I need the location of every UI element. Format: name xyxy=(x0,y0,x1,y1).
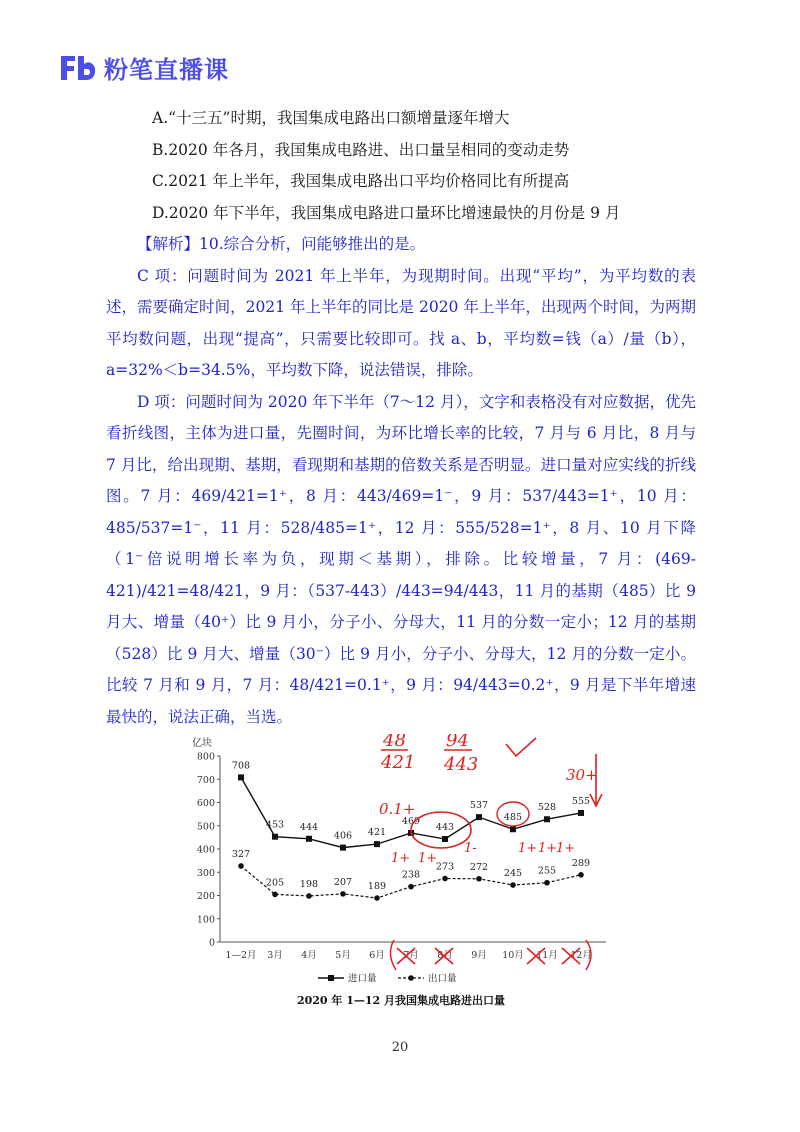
x-tick-label: 3月 xyxy=(267,950,283,961)
question-options xyxy=(152,103,620,229)
x-tick-label: 5月 xyxy=(335,950,351,961)
data-point-import xyxy=(476,814,482,820)
option-b: B.2020 年各月，我国集成电路进、出口量呈相同的变动走势 xyxy=(152,140,570,159)
option-c: C.2021 年上半年，我国集成电路出口平均价格同比有所提高 xyxy=(152,172,570,190)
data-label-export: 207 xyxy=(333,876,353,888)
y-tick-label: 200 xyxy=(196,891,215,902)
x-tick-label: 6月 xyxy=(369,950,385,961)
handwritten-annotation: 1- xyxy=(464,841,477,856)
analysis-option-d: D 项：问题时间为 2020 年下半年（7～12 月），文字和表格没有对应数据，优先看折线图，主体为进口量，先圈时间，为环比增长率的比较，7 月与 6 月比，8 月与 7 月比，给出现期、基期，看现期和基期的倍数关系是否明显。进口量对应实线的折线图。7 月：469/421=1⁺，8 月：443/469=1⁻，9 月：537/443=1⁺，10 月：485/537=1⁻，11 月：528/485=1⁺，12 月：555/528=1⁺，8 月、10 月下降（1⁻倍说明增长率为负，现期＜基期），排除。比较增量，7 月：(469-421)/421=48/421，9 月：（537-443）/443=94/443，11 月的基期（485）比 9 月大、增量（40⁺）比 9 月小，分子小、分母大，11 月的分数一定小；12 月的基期（528）比 9 月大、增量（30⁻）比 9 月小，分子小、分母大，12 月的分数一定小。比较 7 月和 9 月，7 月：48/421=0.1⁺，9 月：94/443=0.2⁺，9 月是下半年增速最快的，说法正确，当选。 xyxy=(106,392,697,726)
data-label-import: 528 xyxy=(537,802,557,814)
option-a: A.“十三五”时期，我国集成电路出口额增量逐年增大 xyxy=(152,109,510,127)
data-point-export xyxy=(476,876,482,882)
data-point-import xyxy=(272,834,278,840)
data-point-import xyxy=(238,774,244,780)
data-label-export: 255 xyxy=(537,865,557,877)
data-label-export: 189 xyxy=(367,881,387,893)
y-tick-label: 500 xyxy=(196,821,215,833)
analysis-section xyxy=(106,229,696,733)
data-point-export xyxy=(442,876,448,882)
data-point-export xyxy=(374,895,380,901)
handwritten-annotation: 94 xyxy=(446,734,469,751)
handwritten-annotation: 48 xyxy=(383,734,406,751)
y-tick-label: 800 xyxy=(196,751,215,763)
data-label-export: 272 xyxy=(469,861,489,873)
handwritten-annotation: 443 xyxy=(444,754,479,775)
x-tick-label: 4月 xyxy=(301,950,317,961)
data-point-import xyxy=(578,810,584,816)
legend-label-export: 出口量 xyxy=(428,973,457,985)
chart-title: 2020 年 1—12 月我国集成电路进出口量 xyxy=(296,994,506,1007)
handwritten-annotation: 30+ xyxy=(566,766,598,784)
data-label-export: 327 xyxy=(231,848,251,860)
data-label-import: 537 xyxy=(469,800,489,812)
data-point-export xyxy=(306,893,312,899)
y-tick-label: 0 xyxy=(208,937,215,949)
handwritten-annotation: 1+ xyxy=(518,841,538,856)
data-label-import: 708 xyxy=(231,760,251,772)
page-number: 20 xyxy=(391,1040,409,1055)
handwritten-annotation: 1+ xyxy=(418,851,438,866)
legend-marker-export xyxy=(408,975,414,981)
data-label-import: 444 xyxy=(299,821,319,833)
x-tick-label: 9月 xyxy=(471,950,487,961)
data-label-import: 453 xyxy=(265,819,285,831)
y-tick-label: 300 xyxy=(196,867,215,879)
x-tick-label: 8月 xyxy=(437,950,453,961)
data-point-export xyxy=(578,872,584,878)
data-point-import xyxy=(544,816,550,822)
data-point-import xyxy=(374,841,380,847)
data-point-import xyxy=(510,826,516,832)
data-label-import: 421 xyxy=(367,827,387,839)
y-tick-label: 400 xyxy=(196,844,215,856)
data-label-export: 205 xyxy=(265,877,285,889)
data-label-export: 238 xyxy=(401,869,421,881)
import-export-chart xyxy=(186,734,616,1014)
handwritten-annotation: 1+ xyxy=(538,841,558,856)
data-label-import: 485 xyxy=(503,812,523,824)
brand-logo xyxy=(58,50,229,85)
data-point-export xyxy=(510,882,516,888)
handwritten-annotation: 1+ xyxy=(556,841,576,856)
data-label-export: 198 xyxy=(299,878,319,890)
x-tick-label: 10月 xyxy=(502,950,524,961)
data-point-export xyxy=(340,891,346,897)
data-point-import xyxy=(306,836,312,842)
data-point-export xyxy=(272,892,278,898)
data-label-import: 555 xyxy=(571,795,591,807)
y-tick-label: 600 xyxy=(196,798,215,809)
brand-name: 粉笔直播课 xyxy=(104,56,229,84)
data-label-export: 273 xyxy=(435,861,455,873)
analysis-option-c: C 项：问题时间为 2021 年上半年，为现期时间。出现“平均”，为平均数的表述，需要确定时间，2021 年上半年的同比是 2020 年上半年，出现两个时间，为两期平均数问题，出现“提高”，只需要比较即可。找 a、b，平均数=钱（a）/量（b），a=32%＜b=34.5%，平均数下降，说法错误，排除。 xyxy=(106,266,696,379)
data-point-export xyxy=(408,884,414,890)
handwritten-check-mark xyxy=(506,738,536,756)
x-tick-label: 11月 xyxy=(536,950,558,961)
data-label-import: 406 xyxy=(333,830,353,842)
data-point-export xyxy=(238,863,244,869)
handwritten-annotation: 0.1+ xyxy=(379,800,416,818)
handwritten-bracket xyxy=(390,940,396,970)
handwritten-annotation: 421 xyxy=(381,752,416,773)
legend-marker-import xyxy=(328,975,334,981)
x-tick-label: 12月 xyxy=(570,950,592,961)
legend-label-import: 进口量 xyxy=(348,973,377,985)
y-axis-label: 亿块 xyxy=(192,738,212,749)
y-tick-label: 700 xyxy=(196,774,215,786)
line-chart xyxy=(186,734,616,1014)
data-label-export: 245 xyxy=(503,868,523,880)
data-label-import: 443 xyxy=(435,822,455,834)
analysis-heading: 【解析】10.综合分析，问能够推出的是。 xyxy=(137,235,426,253)
option-d: D.2020 年下半年，我国集成电路进口量环比增速最快的月份是 9 月 xyxy=(152,203,621,222)
fb-logo-icon xyxy=(58,52,98,84)
data-point-export xyxy=(544,880,550,886)
y-tick-label: 100 xyxy=(196,914,215,926)
x-tick-label: 1—2月 xyxy=(225,950,257,961)
data-point-import xyxy=(442,836,448,842)
x-tick-label: 7月 xyxy=(403,950,419,961)
data-label-import: 469 xyxy=(401,815,421,827)
data-label-export: 289 xyxy=(571,857,591,869)
handwritten-annotation: 1+ xyxy=(391,851,411,866)
data-point-import xyxy=(340,845,346,851)
